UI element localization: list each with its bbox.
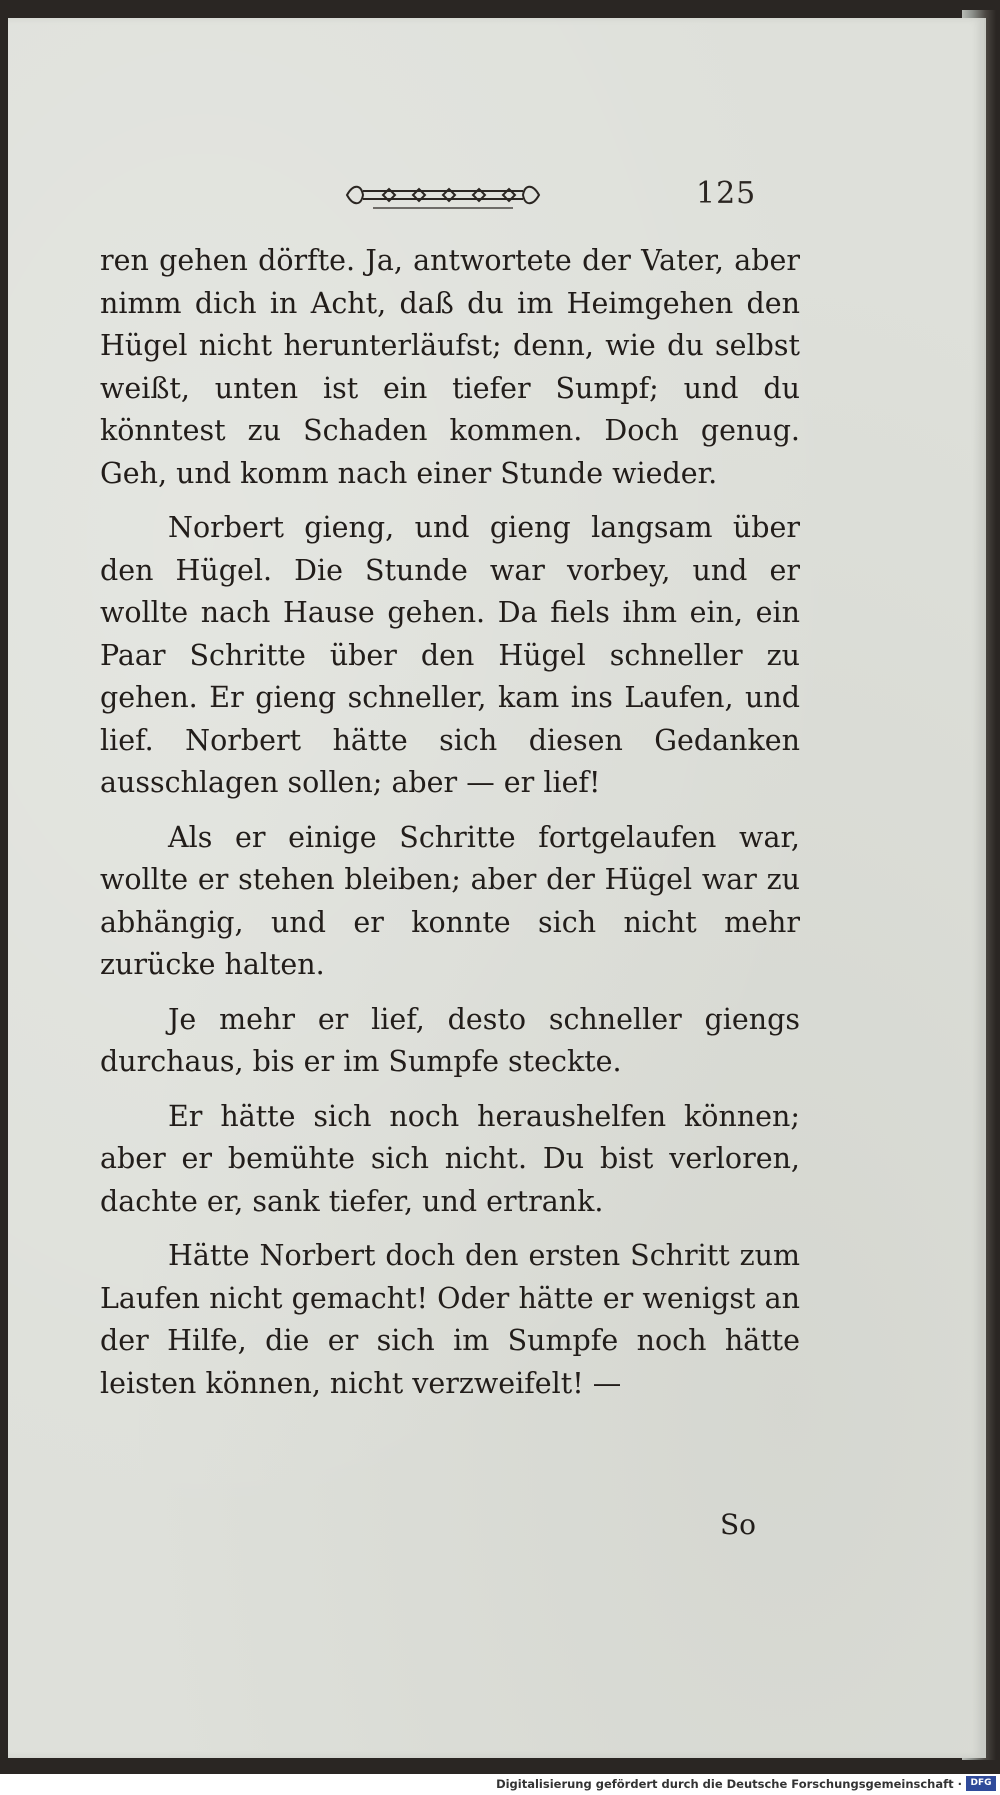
digitization-footer — [0, 1774, 1000, 1795]
funding-credit: Digitalisierung gefördert durch die Deutsche Forschungsgemeinschaft · — [496, 1777, 962, 1791]
paragraph-1: ren gehen dörfte. Ja, antwortete der Vater, aber nimm dich in Acht, daß du im Heimgehen den Hügel nicht herunterläufst; denn, wie du selbst weißt, unten ist ein tiefer Sumpf; und du könntest zu Schaden kommen. Doch genug. Geh, und komm nach einer Stunde wieder. — [100, 244, 800, 490]
paragraph-6: Hätte Norbert doch den ersten Schritt zum Laufen nicht gemacht! Oder hätte er wenigst an der Hilfe, die er sich im Sumpfe noch hätte leisten können, nicht verzweifelt! — — [100, 1239, 800, 1400]
page-number: 125 — [696, 176, 757, 211]
body-text — [100, 240, 800, 1417]
dfg-logo-icon: DFG — [966, 1776, 996, 1791]
paragraph-2: Norbert gieng, und gieng langsam über den Hügel. Die Stunde war vorbey, und er wollte nach Hause gehen. Da fiels ihm ein, ein Paar Schritte über den Hügel schneller zu gehen. Er gieng schneller, kam ins Laufen, und lief. Norbert hätte sich diesen Gedanken ausschlagen sollen; aber — er lief! — [100, 511, 800, 799]
paragraph-3: Als er einige Schritte fortgelaufen war, wollte er stehen bleiben; aber der Hügel war zu abhängig, und er konnte sich nicht mehr zurücke halten. — [100, 820, 800, 981]
catchword: So — [720, 1508, 757, 1541]
paragraph-5: Er hätte sich noch heraushelfen können; aber er bemühte sich nicht. Du bist verloren, dachte er, sank tiefer, und ertrank. — [100, 1099, 800, 1218]
paragraph-4: Je mehr er lief, desto schneller giengs durchaus, bis er im Sumpfe steckte. — [100, 1002, 800, 1078]
book-page — [8, 18, 986, 1758]
header-ornament — [343, 178, 543, 212]
